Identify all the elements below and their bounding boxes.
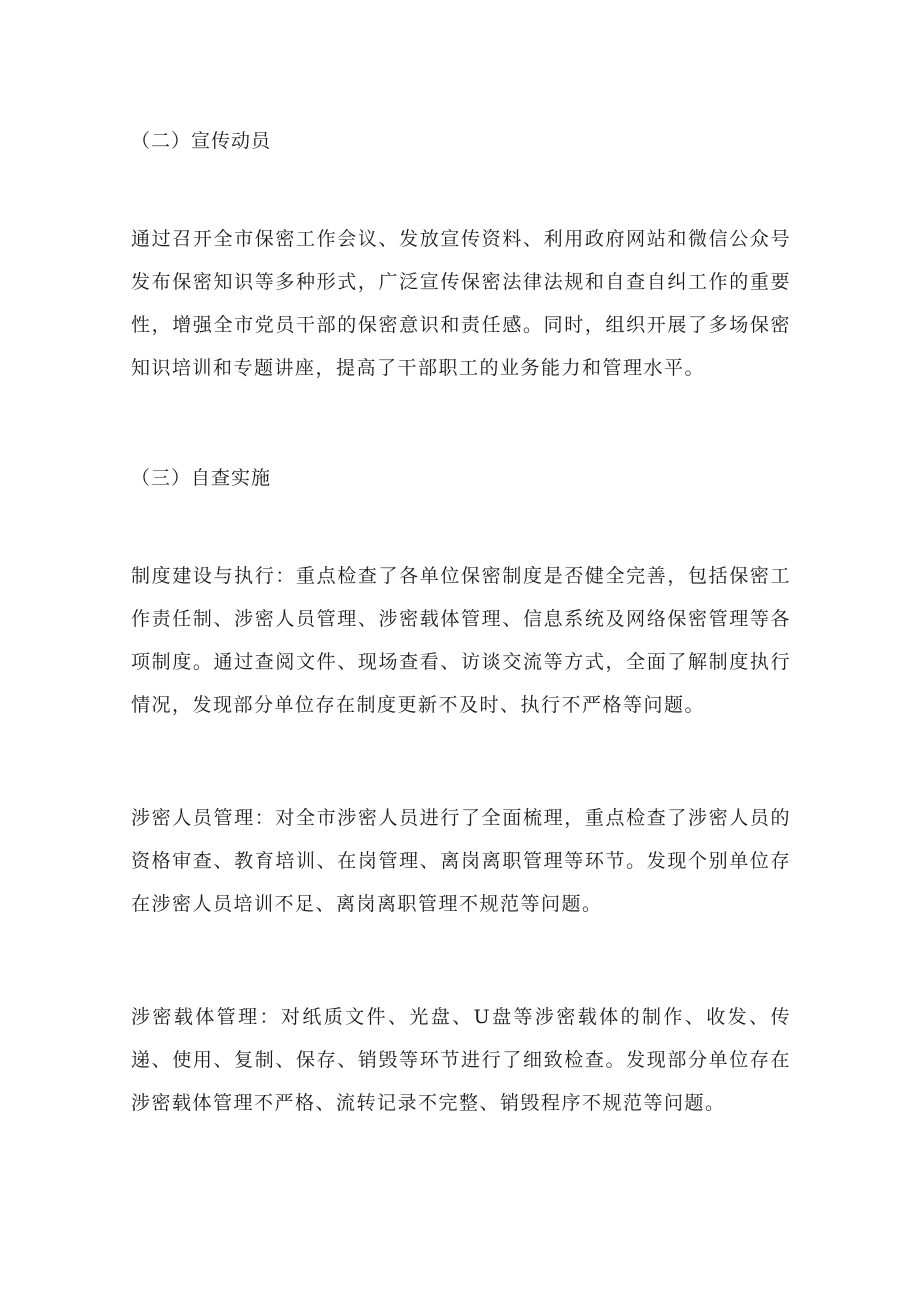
section-heading-self-inspection: （三）自查实施 — [131, 467, 272, 489]
paragraph-personnel-management: 涉密人员管理：对全市涉密人员进行了全面梳理，重点检查了涉密人员的资格审查、教育培训、在岗管理、离岗离职管理等环节。发现个别单位存在涉密人员培训不足、离岗离职管理不规范等问题。 — [131, 807, 791, 915]
section-heading-publicity: （二）宣传动员 — [131, 130, 272, 152]
paragraph-carrier-management: 涉密载体管理：对纸质文件、光盘、U盘等涉密载体的制作、收发、传递、使用、复制、保存、销毁等环节进行了细致检查。发现部分单位存在涉密载体管理不严格、流转记录不完整、销毁程序不规范等问题。 — [131, 1006, 791, 1114]
paragraph-system-construction: 制度建设与执行：重点检查了各单位保密制度是否健全完善，包括保密工作责任制、涉密人员管理、涉密载体管理、信息系统及网络保密管理等各项制度。通过查阅文件、现场查看、访谈交流等方式，全面了解制度执行情况，发现部分单位存在制度更新不及时、执行不严格等问题。 — [131, 565, 791, 716]
paragraph-publicity: 通过召开全市保密工作会议、发放宣传资料、利用政府网站和微信公众号发布保密知识等多种形式，广泛宣传保密法律法规和自查自纠工作的重要性，增强全市党员干部的保密意识和责任感。同时，组织开展了多场保密知识培训和专题讲座，提高了干部职工的业务能力和管理水平。 — [131, 228, 791, 379]
